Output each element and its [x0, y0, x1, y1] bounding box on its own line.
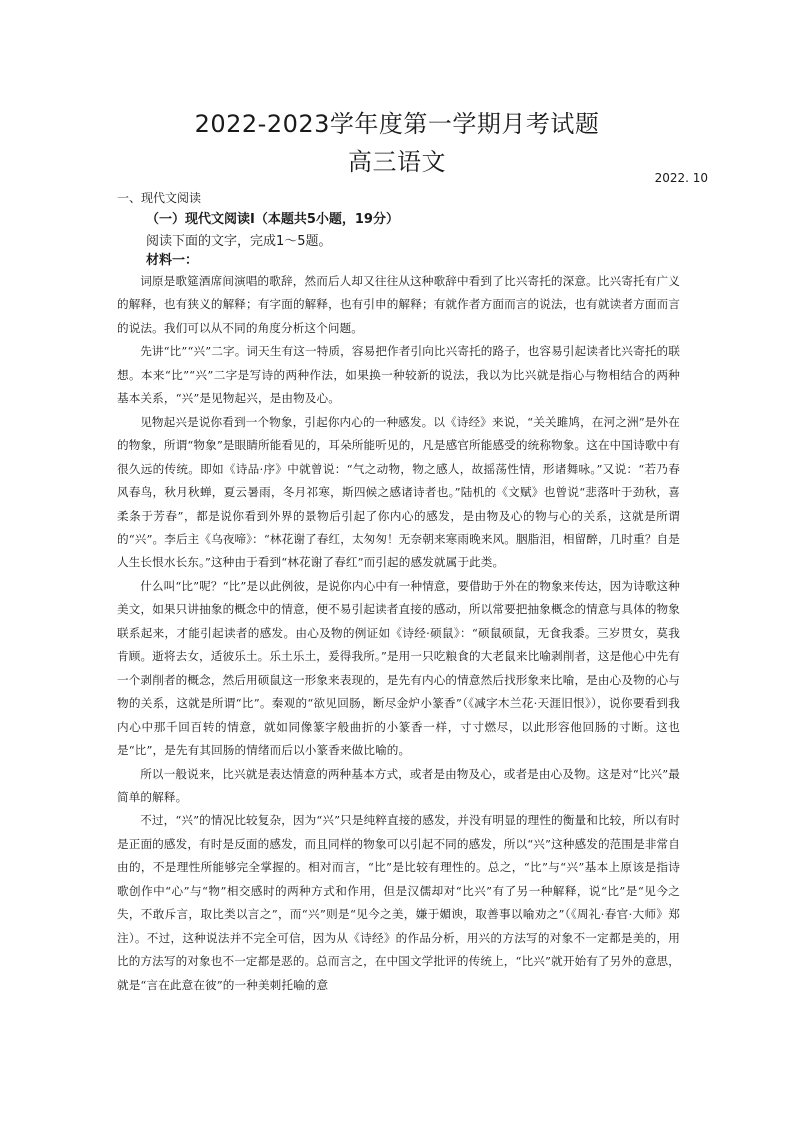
- article-body: [117, 270, 680, 997]
- paragraph: 见物起兴是说你看到一个物象，引起你内心的一种感发。以《诗经》来说，“关关雎鸠，在河之洲”是外在的物象，所谓“物象”是眼睛所能看见的，耳朵所能听见的，凡是感官所能感受的统称物象。这在中国诗歌中有很久远的传统。即如《诗品·序》中就曾说：“气之动物，物之感人，故摇荡性情，形诸舞咏。”又说：“若乃春风春鸟，秋月秋蝉，夏云暑雨，冬月祁寒，斯四候之感诸诗者也。”陆机的《文赋》也曾说“悲落叶于劲秋，喜柔条于芳春”，都是说你看到外界的景物后引起了你内心的感发，是由物及心的物与心的关系，这就是所谓的“兴”。李后主《乌夜啼》：“林花谢了春红，太匆匆！无奈朝来寒雨晚来风。胭脂泪，相留醉，几时重？自是人生长恨水长东。”这种由于看到“林花谢了春红”而引起的感发就属于此类。: [117, 414, 680, 570]
- reading-instruction: 阅读下面的文字，完成1～5题。: [146, 234, 332, 249]
- exam-title: 2022-2023学年度第一学期月考试题: [194, 110, 600, 138]
- exam-date: 2022. 10: [654, 171, 708, 185]
- section-heading: 一、现代文阅读: [117, 191, 202, 205]
- paragraph: 不过，“兴”的情况比较复杂，因为“兴”只是纯粹直接的感发，并没有明显的理性的衡量和比较，所以有时是正面的感发，有时是反面的感发，而且同样的物象可以引起不同的感发，所以“兴”这种感发的范围是非常自由的，不是理性所能够完全掌握的。相对而言，“比”是比较有理性的。总之，“比”与“兴”基本上原该是指诗歌创作中“心”与“物”相交感时的两种方式和作用，但是汉儒却对“比兴”有了另一种解释，说“比”是“见今之失，不敢斥言，取比类以言之”，而“兴”则是“见今之美，嫌于媚谀，取善事以喻劝之”（《周礼·春官·大师》郑注）。不过，这种说法并不完全可信，因为从《诗经》的作品分析，用兴的方法写的对象不一定都是美的，用比的方法写的对象也不一定都是恶的。总而言之，在中国文学批评的传统上，“比兴”就开始有了另外的意思，就是“言在此意在彼”的一种美刺托喻的意: [117, 813, 680, 992]
- paragraph: 先讲“比”“兴”二字。词天生有这一特质，容易把作者引向比兴寄托的路子，也容易引起读者比兴寄托的联想。本来“比”“兴”二字是写诗的两种作法，如果换一种较新的说法，我以为比兴就是指心与物相结合的两种基本关系，“兴”是见物起兴，是由物及心。: [117, 344, 680, 406]
- paragraph: 词原是歌筵酒席间演唱的歌辞，然而后人却又往往从这种歌辞中看到了比兴寄托的深意。比兴寄托有广义的解释，也有狭义的解释；有字面的解释，也有引申的解释；有就作者方面而言的说法，也有就读者方面而言的说法。我们可以从不同的角度分析这个问题。: [117, 274, 680, 335]
- paragraph: 什么叫“比”呢？“比”是以此例彼，是说你内心中有一种情意，要借助于外在的物象来传达，因为诗歌这种美文，如果只讲抽象的概念中的情意，便不易引起读者直接的感动，所以常要把抽象概念的情意与具体的物象联系起来，才能引起读者的感发。由心及物的例证如《诗经·硕鼠》：“硕鼠硕鼠，无食我黍。三岁贯女，莫我肯顾。逝将去女，适彼乐土。乐土乐土，爰得我所。”是用一只吃粮食的大老鼠来比喻剥削者，这是他心中先有一个剥削者的概念，然后用硕鼠这一形象来表现的，是先有内心的情意然后找形象来比喻，是由心及物的心与物的关系，这就是所谓“比”。秦观的“欲见回肠，断尽金炉小篆香”（《减字木兰花·天涯旧恨》），说你要看到我内心中那千回百转的情意，就如同像篆字般曲折的小篆香一样，寸寸燃尽，以此形容他回肠的寸断。这也是“比”，是先有其回肠的情绪而后以小篆香来做比喻的。: [117, 578, 680, 758]
- material-label: 材料一：: [146, 253, 199, 268]
- paragraph: 所以一般说来，比兴就是表达情意的两种基本方式，或者是由物及心，或者是由心及物。这是对“比兴”最简单的解释。: [117, 766, 680, 804]
- exam-subject: 高三语文: [348, 148, 446, 176]
- part-heading: （一）现代文阅读Ⅰ（本题共5小题，19分）: [146, 212, 399, 227]
